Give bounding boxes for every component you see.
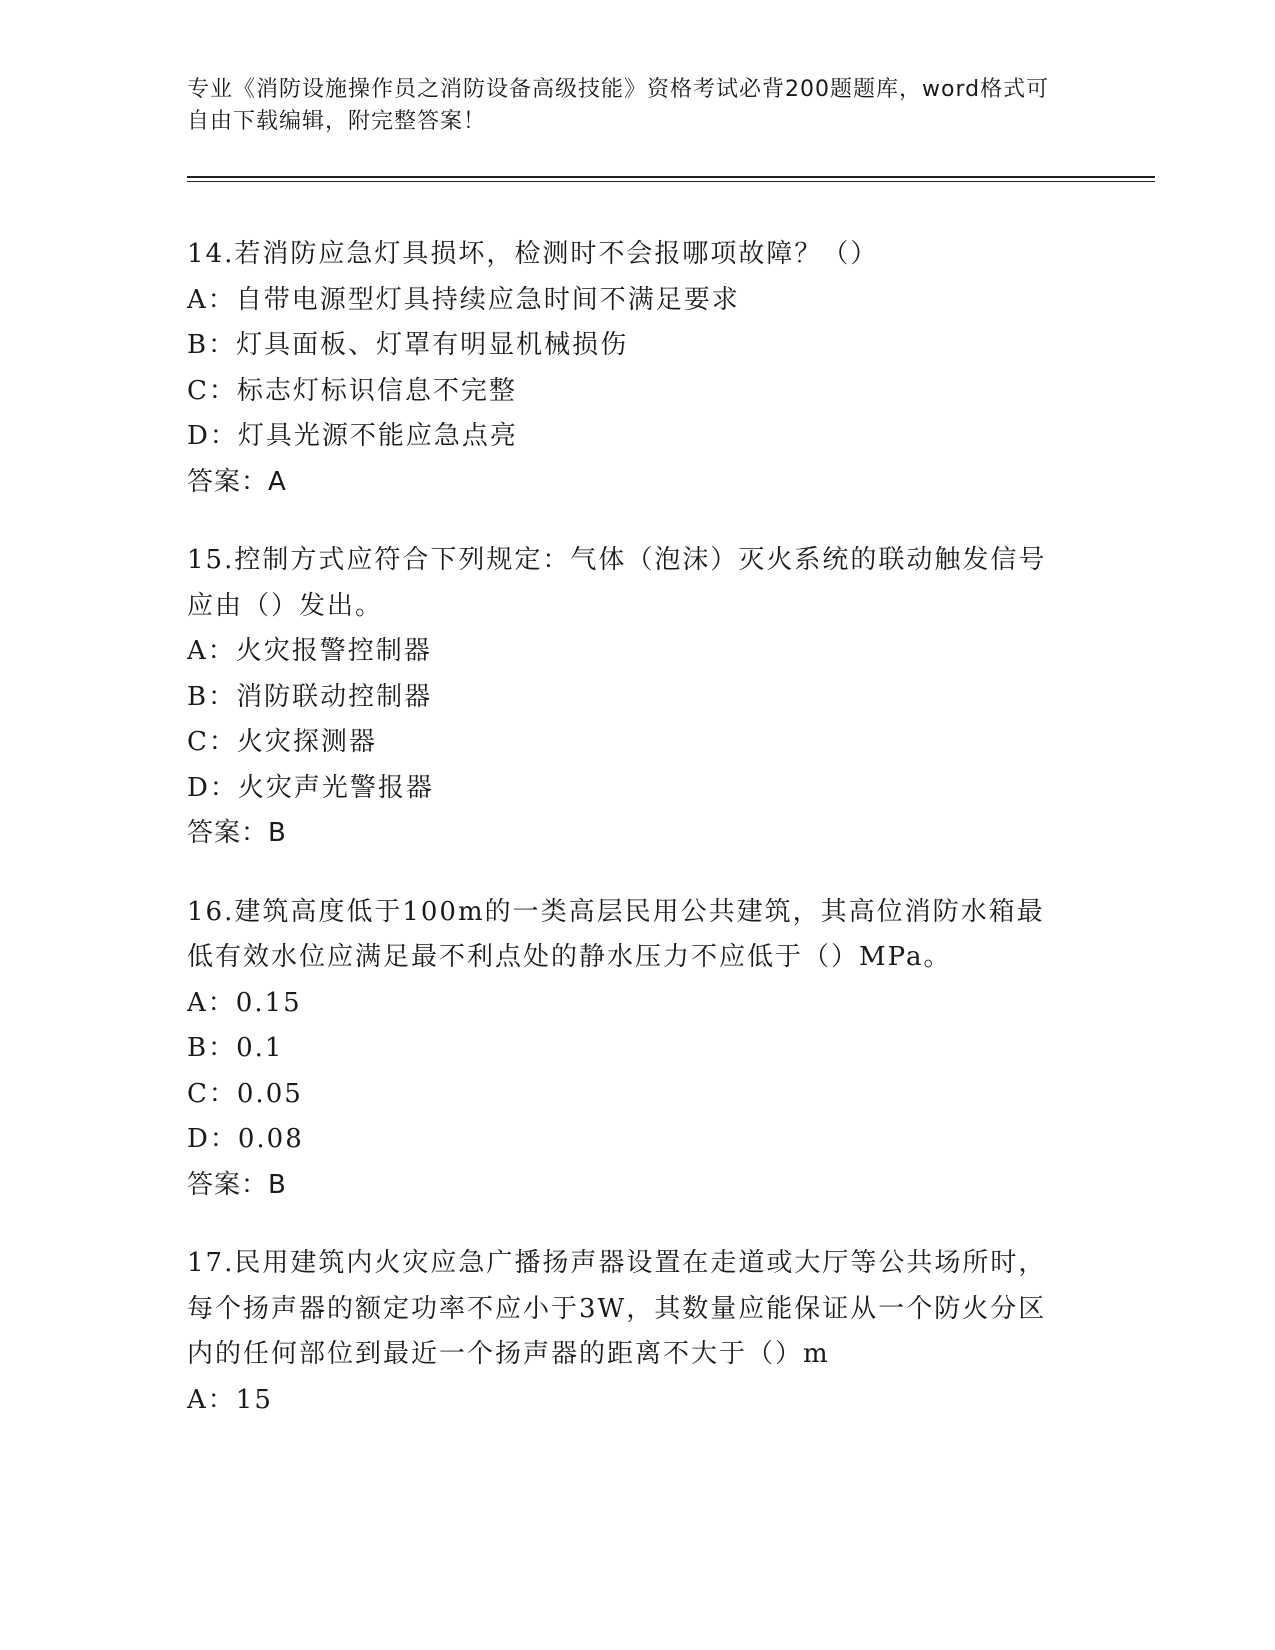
question-14 [187,232,1087,505]
option-a: A：0.15 [187,987,302,1018]
header-divider-thick [187,176,1155,178]
question-stem: 14.若消防应急灯具损坏，检测时不会报哪项故障？（） [187,239,879,269]
option-b: B：0.1 [187,1033,284,1063]
answer-line: 答案：B [187,818,287,848]
option-c: C：0.05 [187,1078,303,1109]
option-d: D：灯具光源不能应急点亮 [187,421,518,451]
option-d: D：火灾声光警报器 [187,772,434,803]
question-stem: 17.民用建筑内火灾应急广播扬声器设置在走道或大厅等公共场所时，每个扬声器的额定功率不应小于3W，其数量应能保证从一个防火分区内的任何部位到最近一个扬声器的距离不大于（）m [187,1248,1047,1369]
option-d: D：0.08 [187,1124,304,1154]
question-16 [187,890,1087,1209]
option-b: B：消防联动控制器 [187,681,433,712]
option-b: B：灯具面板、灯罩有明显机械损伤 [187,330,629,360]
answer-line: 答案：A [187,466,287,497]
question-stem: 15.控制方式应符合下列规定：气体（泡沫）灭火系统的联动触发信号应由（）发出。 [187,545,1047,621]
question-15 [187,538,1087,857]
option-a: A：火灾报警控制器 [187,636,432,666]
option-a: A：自带电源型灯具持续应急时间不满足要求 [187,284,740,315]
answer-line: 答案：B [187,1169,287,1200]
question-stem: 16.建筑高度低于100m的一类高层民用公共建筑，其高位消防水箱最低有效水位应满足最不利点处的静水压力不应低于（）MPa。 [187,896,1045,972]
option-c: C：标志灯标识信息不完整 [187,375,517,406]
option-c: C：火灾探测器 [187,727,377,757]
question-17 [187,1241,1087,1423]
question-list [187,232,1087,1456]
header-divider-thin [187,181,1155,182]
option-a: A：15 [187,1384,273,1415]
document-header: 专业《消防设施操作员之消防设备高级技能》资格考试必背200题题库，word格式可自由下载编辑，附完整答案！ [187,77,1050,134]
